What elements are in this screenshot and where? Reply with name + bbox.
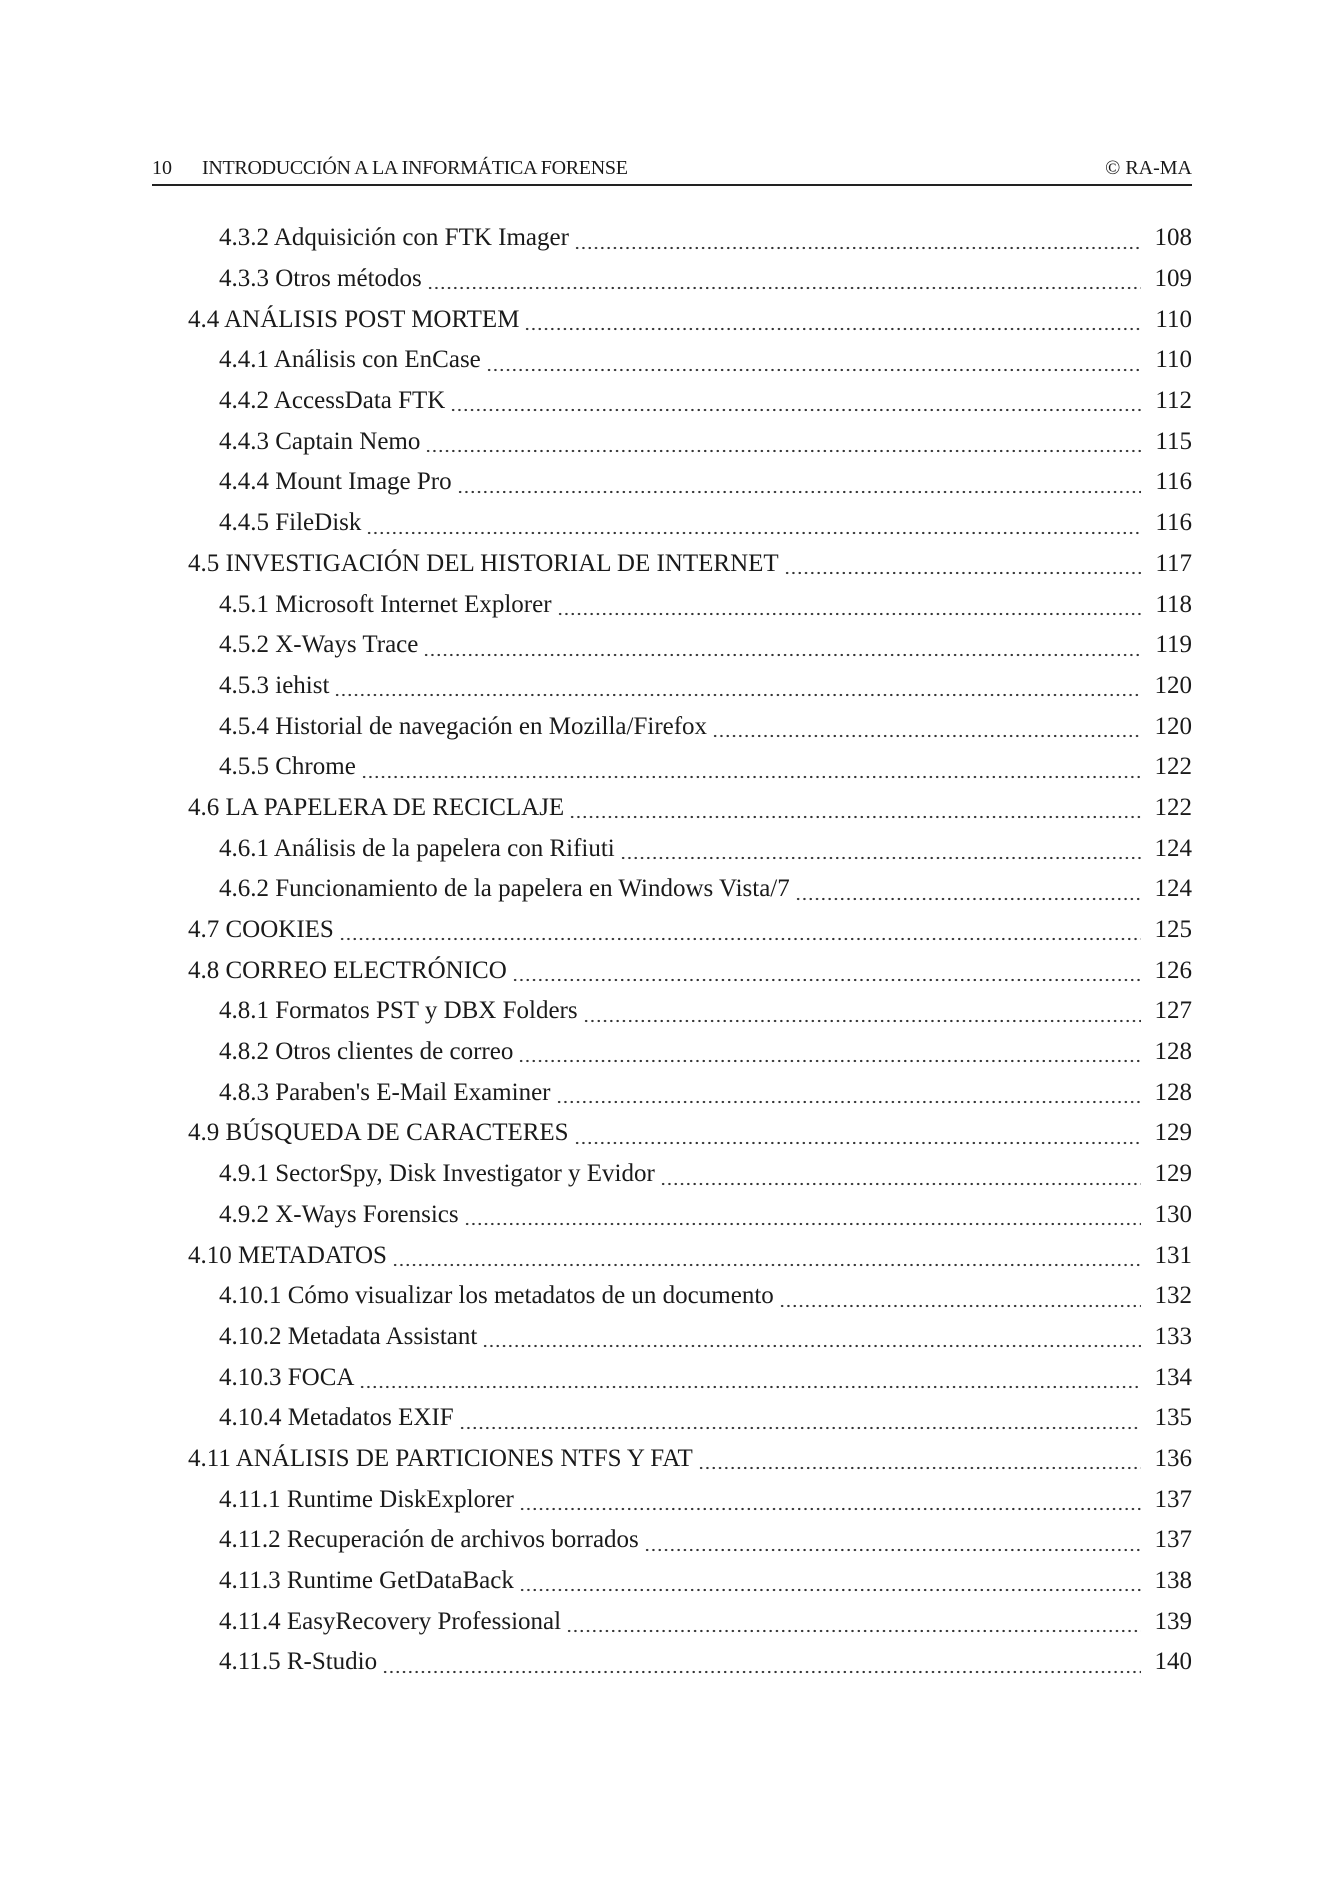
- toc-entry-page-number: 129: [1154, 1119, 1192, 1147]
- toc-subsection-entry: [0, 218, 1339, 259]
- toc-entry-title: 4.6.1 Análisis de la papelera con Rifiuti: [219, 834, 615, 862]
- toc-entry-page-number: 122: [1154, 753, 1192, 781]
- toc-entry-page-number: 137: [1154, 1485, 1192, 1513]
- toc-entry-title: 4.8.3 Paraben's E-Mail Examiner: [219, 1078, 551, 1106]
- toc-entry-page-number: 131: [1154, 1241, 1192, 1269]
- toc-subsection-entry: [0, 706, 1339, 747]
- toc-entry-title: 4.5.4 Historial de navegación en Mozilla/Firefox: [219, 712, 708, 740]
- toc-entry-page-number: 138: [1154, 1567, 1192, 1595]
- toc-subsection-entry: [0, 1357, 1339, 1398]
- dot-leader: [712, 713, 1141, 738]
- dot-leader: [339, 916, 1141, 941]
- toc-entry-page-number: 115: [1155, 427, 1192, 455]
- toc-entry-title: 4.10.1 Cómo visualizar los metadatos de un documento: [219, 1282, 774, 1310]
- toc-section-entry: [0, 950, 1339, 991]
- toc-entry-page-number: 118: [1155, 590, 1192, 618]
- page-number: 10: [152, 157, 172, 179]
- dot-leader: [698, 1445, 1141, 1470]
- toc-subsection-entry: [0, 421, 1339, 462]
- toc-entry-page-number: 128: [1154, 1078, 1192, 1106]
- dot-leader: [512, 957, 1141, 982]
- dot-leader: [482, 1323, 1141, 1348]
- toc-subsection-entry: [0, 1520, 1339, 1561]
- toc-subsection-entry: [0, 1561, 1339, 1602]
- dot-leader: [524, 306, 1141, 331]
- dot-leader: [519, 1567, 1141, 1592]
- toc-section-entry: [0, 1113, 1339, 1154]
- dot-leader: [392, 1242, 1141, 1267]
- dot-leader: [359, 1364, 1141, 1389]
- toc-entry-title: 4.6.2 Funcionamiento de la papelera en Windows Vista/7: [219, 875, 790, 903]
- dot-leader: [779, 1283, 1141, 1308]
- dot-leader: [382, 1649, 1141, 1674]
- toc-subsection-entry: [0, 1032, 1339, 1073]
- dot-leader: [518, 1038, 1141, 1063]
- toc-subsection-entry: [0, 1072, 1339, 1113]
- dot-leader: [583, 998, 1141, 1023]
- toc-entry-page-number: 120: [1154, 671, 1192, 699]
- dot-leader: [459, 1405, 1141, 1430]
- dot-leader: [519, 1486, 1141, 1511]
- toc-subsection-entry: [0, 340, 1339, 381]
- toc-entry-title: 4.8.2 Otros clientes de correo: [219, 1038, 514, 1066]
- dot-leader: [334, 672, 1141, 697]
- toc-entry-title: 4.4.3 Captain Nemo: [219, 427, 421, 455]
- toc-section-entry: [0, 788, 1339, 829]
- toc-subsection-entry: [0, 1195, 1339, 1236]
- toc-entry-title: 4.4.4 Mount Image Pro: [219, 468, 452, 496]
- toc-subsection-entry: [0, 462, 1339, 503]
- toc-entry-title: 4.10.4 Metadatos EXIF: [219, 1404, 454, 1432]
- toc-entry-page-number: 128: [1154, 1038, 1192, 1066]
- toc-subsection-entry: [0, 1398, 1339, 1439]
- dot-leader: [427, 265, 1141, 290]
- dot-leader: [795, 876, 1141, 901]
- toc-entry-title: 4.7 COOKIES: [188, 916, 334, 944]
- toc-entry-title: 4.11.2 Recuperación de archivos borrados: [219, 1526, 639, 1554]
- toc-entry-title: 4.11.3 Runtime GetDataBack: [219, 1567, 514, 1595]
- toc-entry-title: 4.9.2 X-Ways Forensics: [219, 1200, 459, 1228]
- toc-entry-title: 4.10 METADATOS: [188, 1241, 387, 1269]
- dot-leader: [457, 469, 1141, 494]
- toc-entry-title: 4.4 ANÁLISIS POST MORTEM: [188, 305, 520, 333]
- running-header: [152, 158, 1192, 186]
- toc-entry-page-number: 109: [1154, 265, 1192, 293]
- toc-entry-page-number: 122: [1154, 793, 1192, 821]
- dot-leader: [569, 794, 1141, 819]
- toc-section-entry: [0, 299, 1339, 340]
- toc-subsection-entry: [0, 1276, 1339, 1317]
- dot-leader: [464, 1201, 1141, 1226]
- toc-section-entry: [0, 1235, 1339, 1276]
- toc-entry-page-number: 124: [1154, 834, 1192, 862]
- toc-subsection-entry: [0, 381, 1339, 422]
- toc-entry-title: 4.4.5 FileDisk: [219, 509, 362, 537]
- toc-entry-page-number: 126: [1154, 956, 1192, 984]
- table-of-contents: [0, 218, 1339, 1683]
- toc-entry-title: 4.4.2 AccessData FTK: [219, 387, 446, 415]
- toc-entry-page-number: 134: [1154, 1363, 1192, 1391]
- toc-subsection-entry: [0, 259, 1339, 300]
- dot-leader: [450, 387, 1141, 412]
- toc-entry-title: 4.10.2 Metadata Assistant: [219, 1322, 478, 1350]
- dot-leader: [556, 1079, 1142, 1104]
- toc-subsection-entry: [0, 1154, 1339, 1195]
- toc-subsection-entry: [0, 828, 1339, 869]
- toc-entry-page-number: 140: [1154, 1648, 1192, 1676]
- toc-entry-page-number: 129: [1154, 1160, 1192, 1188]
- toc-entry-title: 4.5.5 Chrome: [219, 753, 356, 781]
- toc-entry-page-number: 127: [1154, 997, 1192, 1025]
- toc-entry-title: 4.8.1 Formatos PST y DBX Folders: [219, 997, 578, 1025]
- toc-entry-page-number: 120: [1154, 712, 1192, 740]
- toc-entry-page-number: 117: [1155, 549, 1192, 577]
- dot-leader: [620, 835, 1141, 860]
- toc-entry-page-number: 116: [1155, 468, 1192, 496]
- dot-leader: [784, 550, 1141, 575]
- toc-subsection-entry: [0, 1317, 1339, 1358]
- toc-entry-title: 4.11 ANÁLISIS DE PARTICIONES NTFS Y FAT: [188, 1444, 693, 1472]
- toc-subsection-entry: [0, 1479, 1339, 1520]
- toc-entry-page-number: 124: [1154, 875, 1192, 903]
- dot-leader: [574, 1120, 1141, 1145]
- toc-entry-title: 4.11.1 Runtime DiskExplorer: [219, 1485, 514, 1513]
- toc-entry-title: 4.6 LA PAPELERA DE RECICLAJE: [188, 793, 565, 821]
- toc-entry-page-number: 110: [1155, 346, 1192, 374]
- toc-entry-title: 4.11.5 R-Studio: [219, 1648, 378, 1676]
- toc-entry-title: 4.3.3 Otros métodos: [219, 265, 422, 293]
- toc-entry-title: 4.8 CORREO ELECTRÓNICO: [188, 956, 507, 984]
- dot-leader: [574, 225, 1141, 250]
- toc-entry-page-number: 110: [1155, 305, 1192, 333]
- toc-entry-title: 4.11.4 EasyRecovery Professional: [219, 1607, 562, 1635]
- dot-leader: [644, 1527, 1141, 1552]
- toc-entry-page-number: 135: [1154, 1404, 1192, 1432]
- toc-subsection-entry: [0, 503, 1339, 544]
- toc-entry-page-number: 133: [1154, 1322, 1192, 1350]
- toc-entry-page-number: 137: [1154, 1526, 1192, 1554]
- dot-leader: [366, 510, 1141, 535]
- toc-subsection-entry: [0, 1601, 1339, 1642]
- dot-leader: [486, 347, 1141, 372]
- toc-entry-title: 4.3.2 Adquisición con FTK Imager: [219, 224, 569, 252]
- toc-entry-page-number: 108: [1154, 224, 1192, 252]
- toc-subsection-entry: [0, 991, 1339, 1032]
- toc-subsection-entry: [0, 625, 1339, 666]
- toc-entry-page-number: 116: [1155, 509, 1192, 537]
- book-title: INTRODUCCIÓN A LA INFORMÁTICA FORENSE: [202, 157, 628, 179]
- toc-entry-title: 4.5.1 Microsoft Internet Explorer: [219, 590, 552, 618]
- toc-entry-page-number: 139: [1154, 1607, 1192, 1635]
- toc-subsection-entry: [0, 869, 1339, 910]
- dot-leader: [557, 591, 1141, 616]
- dot-leader: [425, 428, 1141, 453]
- toc-section-entry: [0, 1439, 1339, 1480]
- toc-entry-page-number: 119: [1155, 631, 1192, 659]
- toc-entry-title: 4.4.1 Análisis con EnCase: [219, 346, 481, 374]
- toc-entry-title: 4.5.2 X-Ways Trace: [219, 631, 419, 659]
- toc-subsection-entry: [0, 1642, 1339, 1683]
- toc-entry-page-number: 125: [1154, 916, 1192, 944]
- publisher-mark: © RA-MA: [1105, 157, 1192, 179]
- toc-entry-title: 4.10.3 FOCA: [219, 1363, 355, 1391]
- dot-leader: [361, 754, 1141, 779]
- dot-leader: [423, 632, 1141, 657]
- toc-entry-title: 4.5.3 iehist: [219, 671, 330, 699]
- toc-entry-page-number: 132: [1154, 1282, 1192, 1310]
- toc-entry-page-number: 136: [1154, 1444, 1192, 1472]
- dot-leader: [566, 1608, 1141, 1633]
- toc-subsection-entry: [0, 747, 1339, 788]
- toc-entry-page-number: 112: [1155, 387, 1192, 415]
- toc-section-entry: [0, 910, 1339, 951]
- toc-subsection-entry: [0, 666, 1339, 707]
- toc-entry-title: 4.9.1 SectorSpy, Disk Investigator y Evidor: [219, 1160, 655, 1188]
- dot-leader: [660, 1161, 1141, 1186]
- toc-entry-page-number: 130: [1154, 1200, 1192, 1228]
- toc-subsection-entry: [0, 584, 1339, 625]
- toc-section-entry: [0, 544, 1339, 585]
- toc-entry-title: 4.5 INVESTIGACIÓN DEL HISTORIAL DE INTERNET: [188, 549, 779, 577]
- toc-entry-title: 4.9 BÚSQUEDA DE CARACTERES: [188, 1119, 569, 1147]
